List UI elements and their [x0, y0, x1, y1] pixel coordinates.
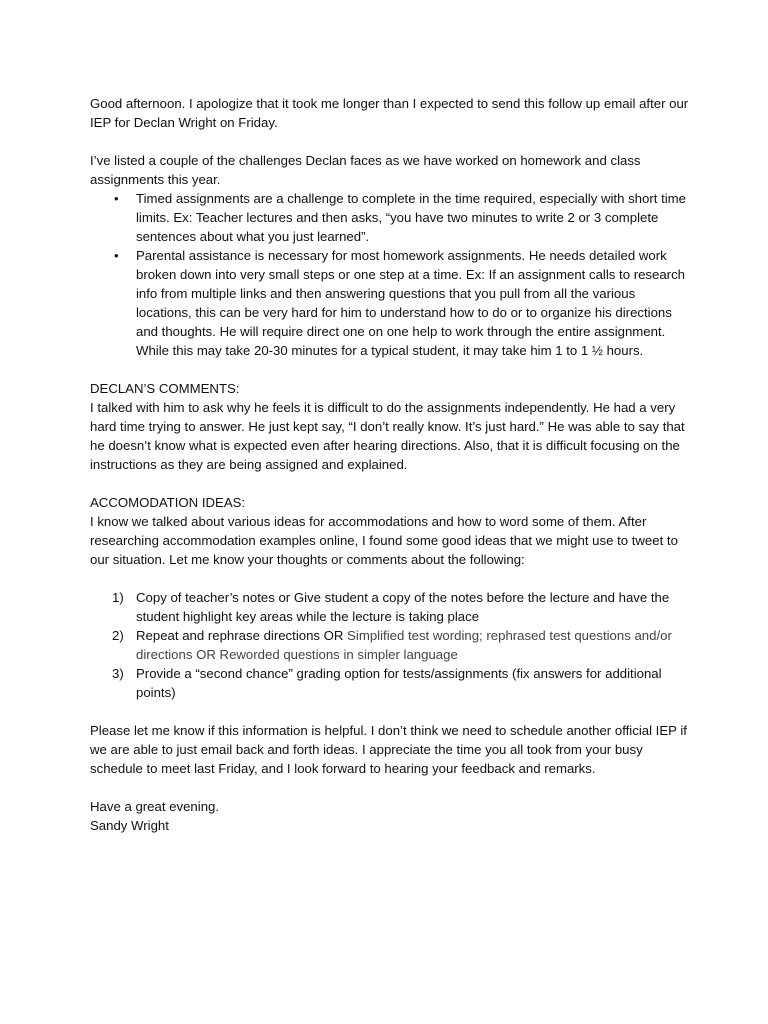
- letter-document: [90, 94, 690, 835]
- challenge-text: Parental assistance is necessary for most homework assignments. He needs detailed work broken down into very small steps or one step at a time. Ex: If an assignment calls to research info from multiple links and then answering questions that you pull from all the various locations, this can be very hard for him to understand how to do or to organize his directions and thoughts. He will require direct one on one help to work through the entire assignment. While this may take 20-30 minutes for a typical student, it may take him 1 to 1 ½ hours.: [136, 248, 686, 358]
- list-item: [90, 588, 690, 626]
- signature: Sandy Wright: [90, 818, 169, 833]
- item-number: 3): [112, 666, 124, 681]
- idea-text: Copy of teacher’s notes or Give student a copy of the notes before the lecture and have the student highlight key areas while the lecture is taking place: [136, 590, 670, 624]
- comments-body: I talked with him to ask why he feels it is difficult to do the assignments independently. He had a very hard time trying to answer. He just kept say, “I don’t really know. It’s just hard.” He was able to say that he doesn’t know what is expected even after hearing directions. Also, that it is difficult focusing on the instructions as they are being assigned and explained.: [90, 400, 685, 472]
- challenges-list: [90, 189, 690, 360]
- item-number: 1): [112, 590, 124, 605]
- ideas-list: [90, 588, 690, 702]
- bullet-icon: •: [114, 191, 119, 206]
- ideas-heading: ACCOMODATION IDEAS:: [90, 495, 246, 510]
- idea-text-continued: Simplified test wording; rephrased test questions and/or directions OR Reworded questions in simpler language: [136, 628, 672, 662]
- intro-paragraph: Good afternoon. I apologize that it took me longer than I expected to send this follow up email after our IEP for Declan Wright on Friday.: [90, 96, 689, 130]
- closing-paragraph: Please let me know if this information is helpful. I don’t think we need to schedule another official IEP if we are able to just email back and forth ideas. I appreciate the time you all took from your busy schedule to meet last Friday, and I look forward to hearing your feedback and remarks.: [90, 723, 687, 776]
- idea-text: Repeat and rephrase directions OR: [136, 628, 348, 643]
- list-item: [90, 626, 690, 664]
- item-number: 2): [112, 628, 124, 643]
- list-item: [90, 189, 690, 246]
- bullet-icon: •: [114, 248, 119, 263]
- ideas-intro: I know we talked about various ideas for accommodations and how to word some of them. After researching accommodation examples online, I found some good ideas that we might use to tweet to our situation. Let me know your thoughts or comments about the following:: [90, 514, 678, 567]
- list-item: [90, 246, 690, 360]
- signoff: Have a great evening.: [90, 799, 220, 814]
- challenges-intro: I’ve listed a couple of the challenges Declan faces as we have worked on homework and class assignments this year.: [90, 153, 641, 187]
- list-item: [90, 664, 690, 702]
- challenge-text: Timed assignments are a challenge to complete in the time required, especially with short time limits. Ex: Teacher lectures and then asks, “you have two minutes to write 2 or 3 complete sentences about what you just learned”.: [136, 191, 686, 244]
- comments-heading: DECLAN’S COMMENTS:: [90, 381, 240, 396]
- idea-text: Provide a “second chance” grading option for tests/assignments (fix answers for additional points): [136, 666, 662, 700]
